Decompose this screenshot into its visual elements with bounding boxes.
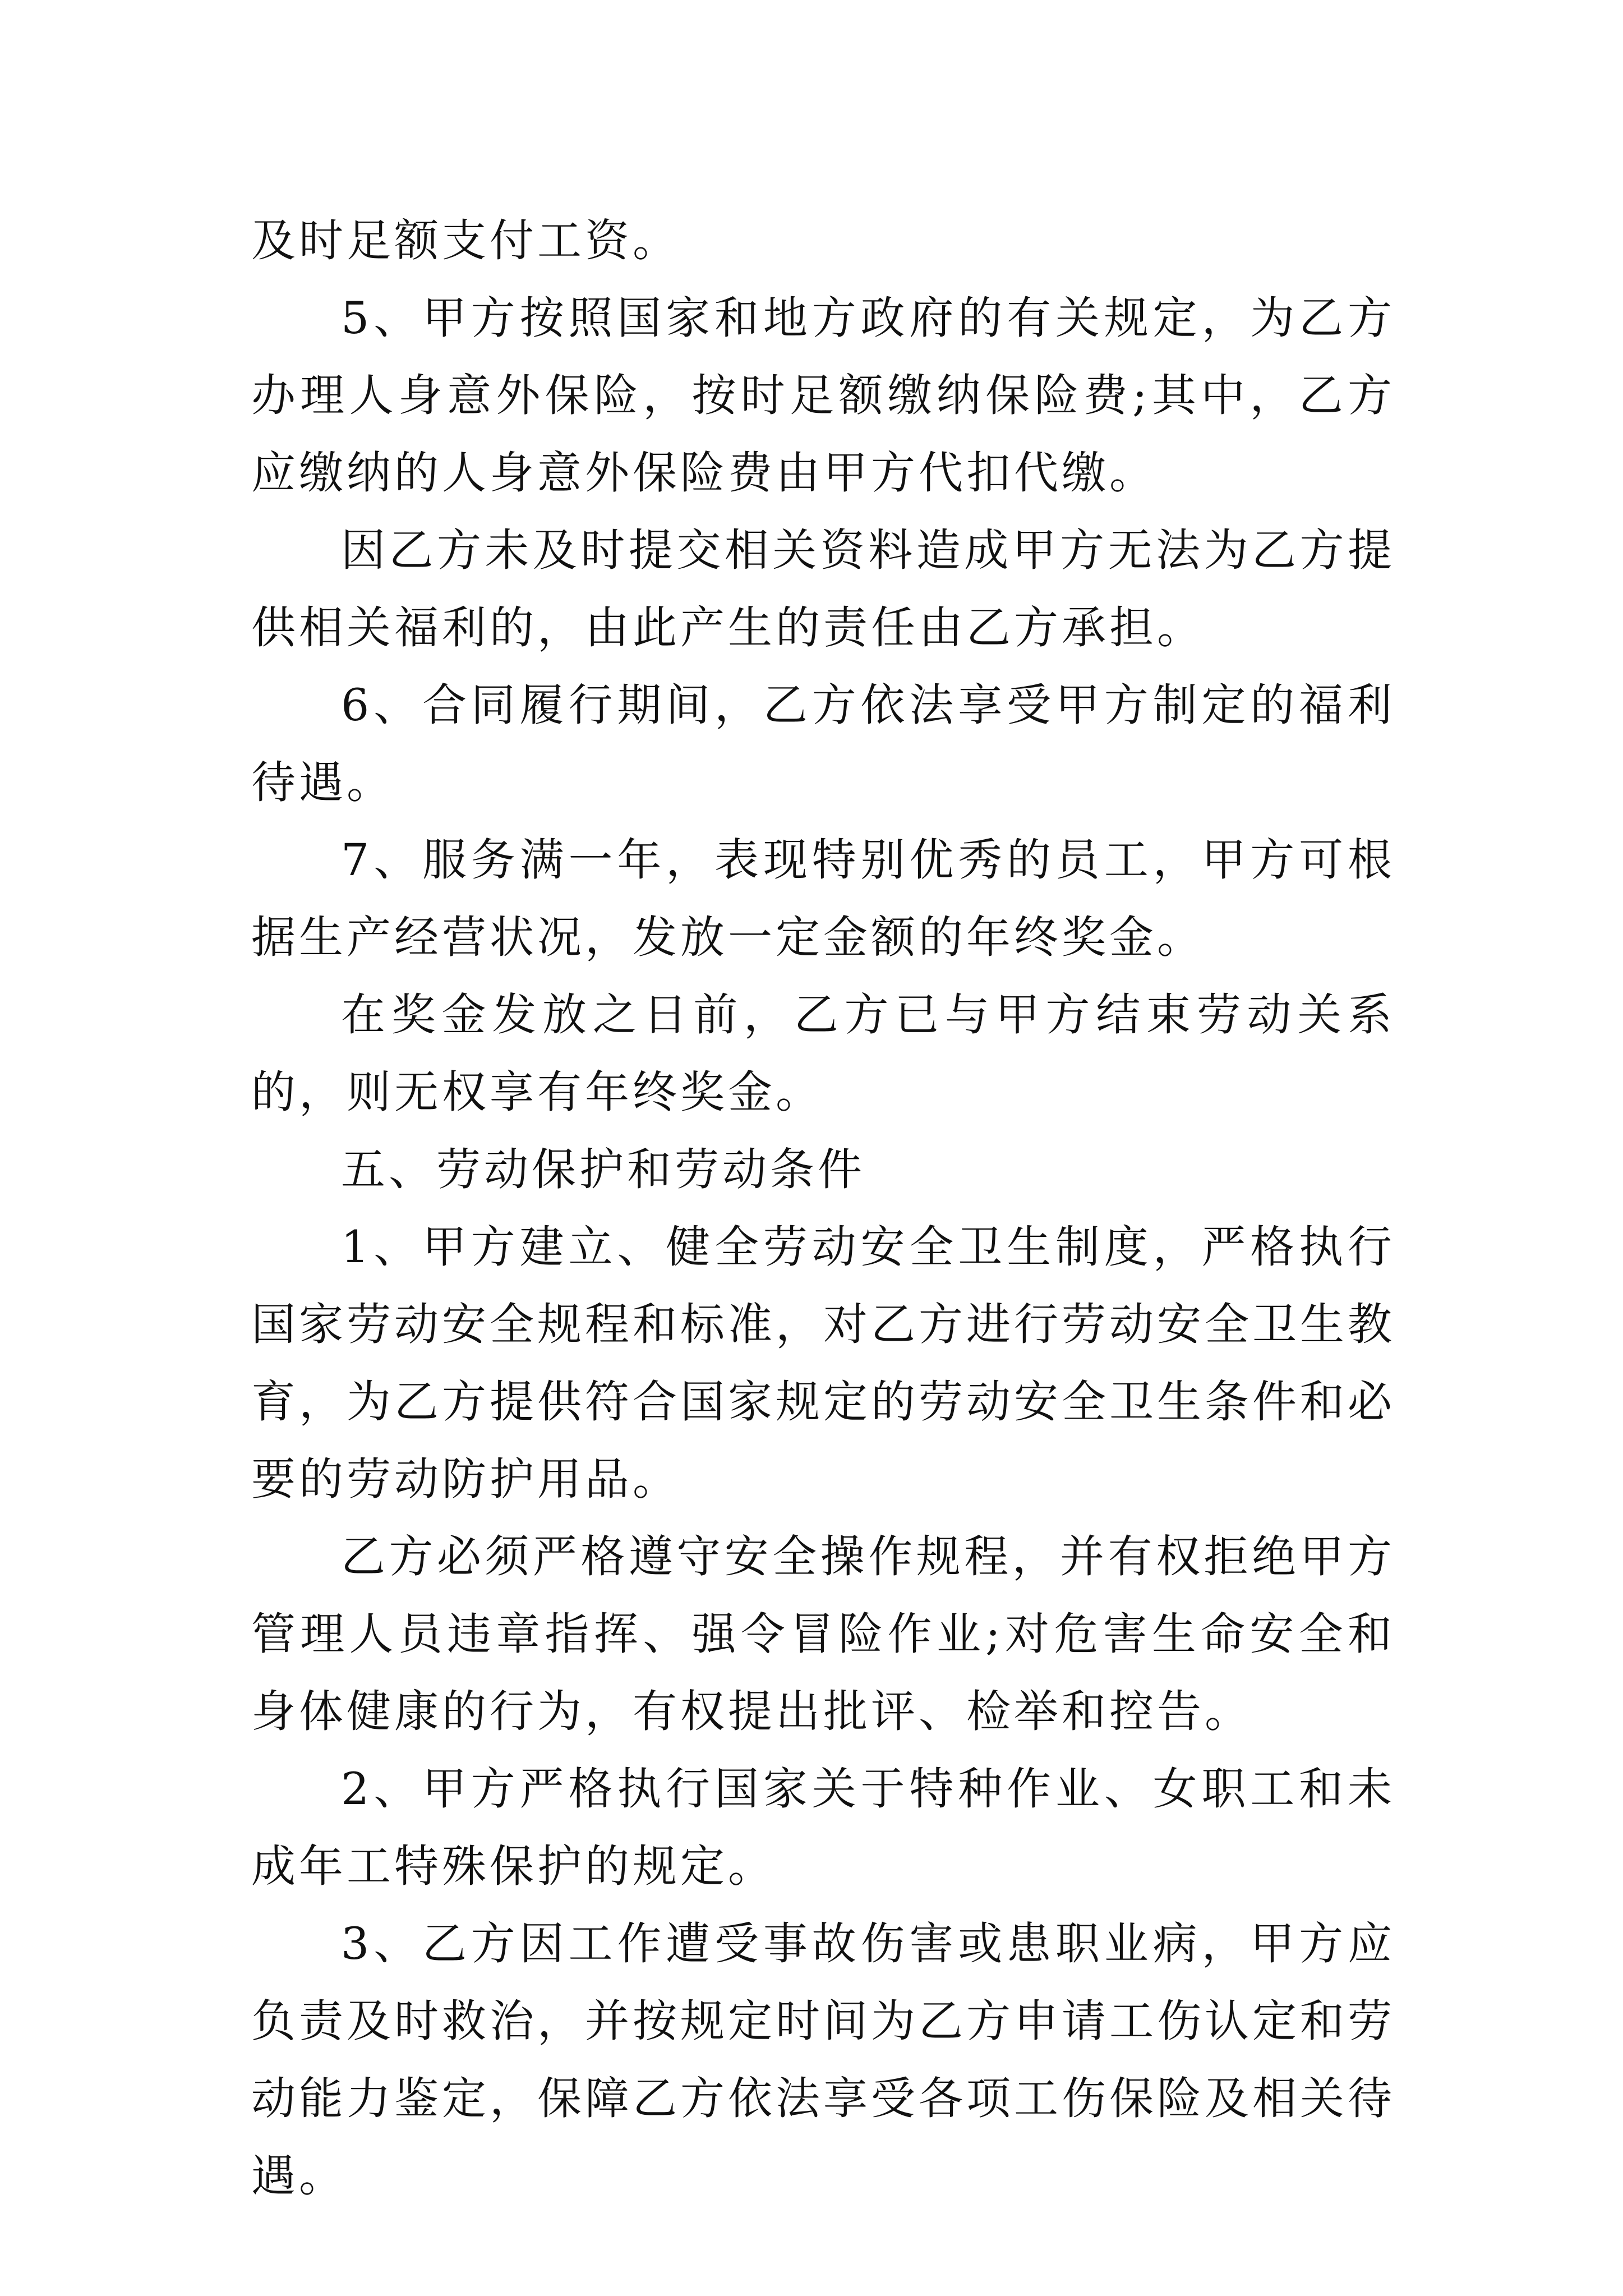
paragraph-clause-6-benefits: 6、合同履行期间，乙方依法享受甲方制定的福利待遇。 [251,679,1395,808]
paragraph-safety-obligations: 乙方必须严格遵守安全操作规程，并有权拒绝甲方管理人员违章指挥、强令冒险作业;对危害生命安全和身体健康的行为，有权提出批评、检举和控告。 [251,1531,1395,1737]
paragraph-bonus-exclusion: 在奖金发放之日前，乙方已与甲方结束劳动关系的，则无权享有年终奖金。 [251,989,1395,1118]
paragraph-wage-payment: 及时足额支付工资。 [251,215,680,266]
paragraph-clause-7-bonus: 7、服务满一年，表现特别优秀的员工，甲方可根据生产经营状况，发放一定金额的年终奖金。 [251,834,1395,963]
paragraph-materials-liability: 因乙方未及时提交相关资料造成甲方无法为乙方提供相关福利的，由此产生的责任由乙方承担。 [251,524,1395,654]
paragraph-clause-5-insurance: 5、甲方按照国家和地方政府的有关规定，为乙方办理人身意外保险，按时足额缴纳保险费;其中，乙方应缴纳的人身意外保险费由甲方代扣代缴。 [251,292,1395,499]
paragraph-safety-clause-2: 2、甲方严格执行国家关于特种作业、女职工和未成年工特殊保护的规定。 [251,1763,1395,1892]
section-heading-labor-protection: 五、劳动保护和劳动条件 [341,1144,865,1195]
document-body [251,202,1395,2215]
paragraph-safety-clause-3: 3、乙方因工作遭受事故伤害或患职业病，甲方应负责及时救治，并按规定时间为乙方申请工伤认定和劳动能力鉴定，保障乙方依法享受各项工伤保险及相关待遇。 [251,1918,1395,2202]
paragraph-safety-clause-1: 1、甲方建立、健全劳动安全卫生制度，严格执行国家劳动安全规程和标准，对乙方进行劳动安全卫生教育，为乙方提供符合国家规定的劳动安全卫生条件和必要的劳动防护用品。 [251,1221,1395,1505]
